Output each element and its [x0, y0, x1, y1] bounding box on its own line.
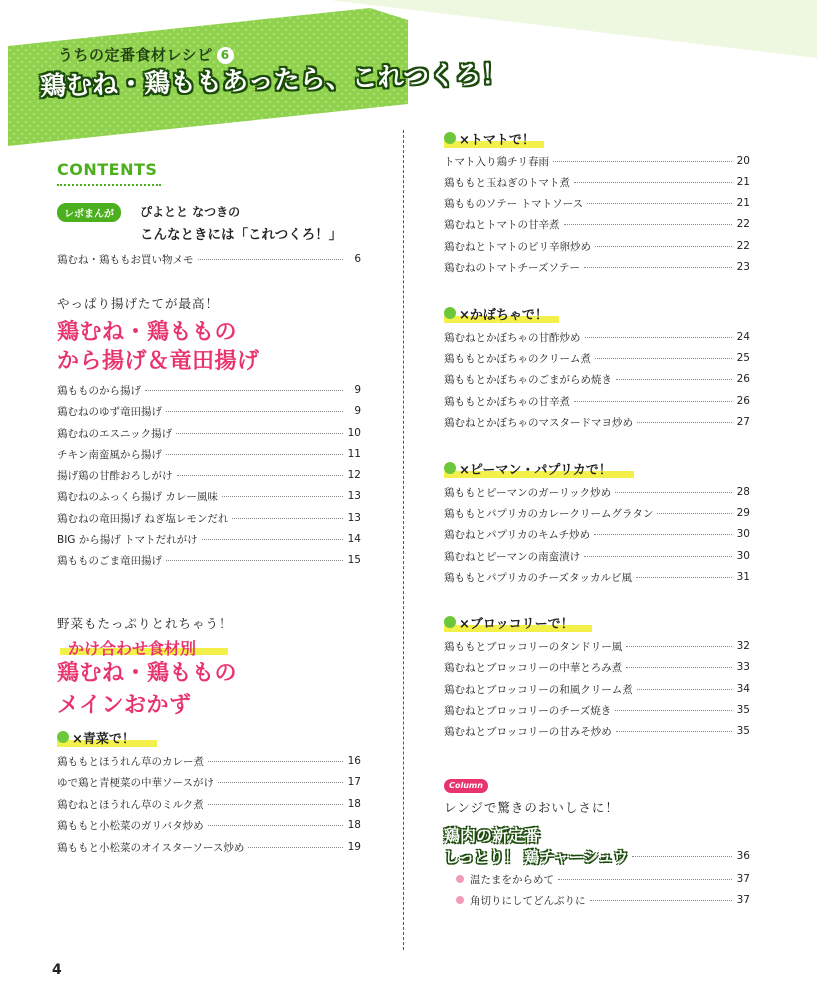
toc-title: 温たまをからめて — [470, 873, 554, 886]
toc-title: 鶏むねとピーマンの南蛮漬け — [444, 550, 581, 563]
column-divider — [403, 130, 404, 950]
toc-page: 24 — [736, 331, 750, 343]
toc-row[interactable] — [444, 526, 750, 542]
toc-title: 鶏むねとトマトのピリ辛卵炒め — [444, 240, 591, 253]
toc-row[interactable] — [444, 259, 750, 275]
toc-page: 20 — [736, 155, 750, 167]
leader-dots — [615, 492, 732, 493]
toc-row[interactable] — [57, 552, 361, 568]
leader-dots — [590, 900, 733, 901]
toc-title: 鶏ももとピーマンのガーリック炒め — [444, 486, 612, 499]
leader-dots — [166, 411, 343, 412]
page-number: 4 — [52, 962, 62, 978]
toc-row[interactable] — [444, 702, 750, 718]
contents-underline — [57, 184, 161, 186]
toc-page: 13 — [347, 490, 361, 502]
leader-dots — [553, 161, 732, 162]
toc-row[interactable] — [57, 403, 361, 419]
toc-row[interactable] — [57, 774, 361, 790]
toc-title: 鶏むねとブロッコリーのチーズ焼き — [444, 704, 612, 717]
green-dot-icon — [444, 462, 456, 474]
toc-title: 鶏むねのふっくら揚げ カレー風味 — [57, 490, 218, 503]
toc-row[interactable] — [444, 484, 750, 500]
toc-row[interactable] — [57, 446, 361, 462]
toc-page: 13 — [347, 512, 361, 524]
repo-manga-title: こんなときには「これつくろ！」 — [140, 227, 343, 243]
toc-row[interactable] — [444, 548, 750, 564]
leader-dots — [616, 379, 732, 380]
leader-dots — [176, 433, 343, 434]
toc-row[interactable] — [444, 216, 750, 232]
toc-title: ゆで鶏と青梗菜の中華ソースがけ — [57, 776, 214, 789]
leader-dots — [637, 689, 732, 690]
toc-title: 角切りにしてどんぶりに — [470, 894, 586, 907]
toc-title: 鶏むねとパプリカのキムチ炒め — [444, 528, 591, 541]
leader-dots — [202, 539, 343, 540]
toc-title: 鶏むねとかぼちゃのマスタードマヨ炒め — [444, 416, 633, 429]
main-section-title-2: メインおかず — [57, 693, 192, 718]
toc-page: 16 — [347, 755, 361, 767]
toc-title: 鶏もものごま竜田揚げ — [57, 554, 162, 567]
toc-row-column[interactable] — [444, 846, 750, 866]
toc-row[interactable] — [57, 753, 361, 769]
toc-page: 23 — [736, 261, 750, 273]
leader-dots — [595, 358, 732, 359]
category-label-broccoli: ×ブロッコリーで！ — [444, 612, 580, 632]
leader-dots — [558, 879, 732, 880]
toc-row-memo[interactable] — [57, 251, 361, 267]
leader-dots — [584, 267, 732, 268]
leader-dots — [626, 646, 732, 647]
toc-page: 22 — [736, 240, 750, 252]
leader-dots — [626, 667, 732, 668]
repo-manga-author: ぴよとと なつきの — [140, 205, 241, 219]
toc-title: 鶏ももとかぼちゃのクリーム煮 — [444, 352, 591, 365]
toc-title: トマト入り鶏チリ春雨 — [444, 155, 549, 168]
toc-page: 29 — [736, 507, 750, 519]
repo-manga-badge: レポまんが — [57, 203, 121, 222]
toc-row[interactable] — [57, 510, 361, 526]
leader-dots — [637, 422, 732, 423]
toc-title: BIG から揚げ トマトだれがけ — [57, 533, 198, 546]
toc-title: 鶏ももとパプリカのカレークリームグラタン — [444, 507, 654, 520]
toc-row[interactable] — [57, 425, 361, 441]
toc-page: 14 — [347, 533, 361, 545]
main-section-title-1: 鶏むね・鶏ももの — [57, 661, 238, 686]
toc-page: 30 — [736, 528, 750, 540]
toc-row[interactable] — [57, 817, 361, 833]
leader-dots — [208, 761, 343, 762]
toc-page: 19 — [347, 841, 361, 853]
toc-row[interactable] — [444, 638, 750, 654]
toc-title: 鶏むねとほうれん草のミルク煮 — [57, 798, 204, 811]
leader-dots — [616, 731, 732, 732]
toc-page: 11 — [347, 448, 361, 460]
green-dot-icon — [444, 132, 456, 144]
pink-dot-icon — [456, 896, 464, 904]
toc-page: 6 — [354, 253, 361, 265]
toc-page: 10 — [347, 427, 361, 439]
toc-title: 鶏むねのゆず竜田揚げ — [57, 405, 162, 418]
leader-dots — [615, 710, 732, 711]
toc-row[interactable] — [444, 569, 750, 585]
toc-title: 鶏むねとブロッコリーの和風クリーム煮 — [444, 683, 633, 696]
column-badge: Column — [444, 779, 488, 793]
toc-title: 鶏ももとブロッコリーのタンドリー風 — [444, 640, 623, 653]
toc-row[interactable] — [57, 488, 361, 504]
toc-page: 37 — [736, 873, 750, 885]
toc-row[interactable] — [444, 659, 750, 675]
leader-dots — [584, 556, 732, 557]
toc-row[interactable] — [444, 414, 750, 430]
toc-row[interactable] — [444, 723, 750, 739]
leader-dots — [657, 513, 732, 514]
toc-title: 鶏もものソテー トマトソース — [444, 197, 584, 210]
leader-dots — [564, 224, 733, 225]
toc-title: 鶏もものから揚げ — [57, 384, 141, 397]
toc-page: 17 — [347, 776, 361, 788]
toc-row[interactable] — [444, 371, 750, 387]
column-title-2: しっとり！ 鶏チャーシュウ — [444, 847, 629, 866]
category-label-tomato: ×トマトで！ — [444, 128, 541, 148]
toc-title: 鶏ももとパプリカのチーズタッカルビ風 — [444, 571, 632, 584]
pink-dot-icon — [456, 875, 464, 883]
toc-row[interactable] — [57, 467, 361, 483]
toc-row[interactable] — [57, 531, 361, 547]
toc-page: 9 — [354, 384, 361, 396]
fried-section-title-1: 鶏むね・鶏ももの — [57, 320, 238, 345]
toc-title: 鶏むねのエスニック揚げ — [57, 427, 173, 440]
toc-page: 18 — [347, 798, 361, 810]
leader-dots — [587, 203, 732, 204]
toc-page: 28 — [736, 486, 750, 498]
toc-page: 12 — [347, 469, 361, 481]
toc-title: 鶏ももとかぼちゃの甘辛煮 — [444, 395, 570, 408]
leader-dots — [198, 259, 344, 260]
leader-dots — [218, 782, 343, 783]
toc-row[interactable] — [444, 153, 750, 169]
toc-title: 鶏むねのトマトチーズソテー — [444, 261, 580, 274]
column-title-1: 鶏肉の新定番 — [444, 826, 541, 845]
toc-page: 36 — [736, 850, 750, 862]
leader-dots — [248, 847, 343, 848]
toc-row[interactable] — [444, 350, 750, 366]
leader-dots — [636, 577, 732, 578]
fried-section-title-2: から揚げ＆竜田揚げ — [57, 349, 260, 374]
toc-row-sub[interactable] — [456, 871, 750, 887]
toc-page: 35 — [736, 725, 750, 737]
toc-title: 鶏むねとトマトの甘辛煮 — [444, 218, 560, 231]
toc-row[interactable] — [57, 796, 361, 812]
green-dot-icon — [444, 307, 456, 319]
leader-dots — [222, 496, 343, 497]
series-number-badge: 6 — [217, 47, 234, 64]
leader-dots — [208, 825, 343, 826]
toc-title: 鶏ももと小松菜のオイスターソース炒め — [57, 841, 245, 854]
toc-title: 鶏むねとかぼちゃの甘酢炒め — [444, 331, 581, 344]
fried-handwritten-caption: やっぱり揚げたてが最高！ — [57, 296, 220, 311]
toc-row[interactable] — [444, 329, 750, 345]
leader-dots — [232, 518, 343, 519]
toc-page: 22 — [736, 218, 750, 230]
toc-row[interactable] — [444, 174, 750, 190]
series-title: うちの定番食材レシピ 6 — [58, 44, 234, 65]
leader-dots — [632, 856, 732, 857]
toc-title: 鶏むねとブロッコリーの中華とろみ煮 — [444, 661, 623, 674]
toc-page: 15 — [347, 554, 361, 566]
toc-title: 鶏むねとブロッコリーの甘みそ炒め — [444, 725, 612, 738]
toc-page: 33 — [736, 661, 750, 673]
toc-row[interactable] — [444, 393, 750, 409]
toc-title: チキン南蛮風から揚げ — [57, 448, 162, 461]
category-label-greens: ×青菜で！ — [57, 727, 141, 747]
leader-dots — [585, 337, 733, 338]
toc-row[interactable] — [57, 382, 361, 398]
toc-title: 鶏ももとかぼちゃのごまがらめ焼き — [444, 373, 612, 386]
contents-label: CONTENTS — [57, 160, 158, 179]
page-title: 鶏むね・鶏ももあったら、これつくろ！ — [39, 59, 508, 102]
main-section-subtitle: かけ合わせ食材別 — [68, 639, 197, 658]
leader-dots — [208, 804, 343, 805]
toc-page: 31 — [736, 571, 750, 583]
toc-title: 鶏むねの竜田揚げ ねぎ塩レモンだれ — [57, 512, 229, 525]
leader-dots — [145, 390, 343, 391]
toc-row-sub[interactable] — [456, 892, 750, 908]
toc-title: 鶏ももと玉ねぎのトマト煮 — [444, 176, 570, 189]
toc-page: 35 — [736, 704, 750, 716]
toc-page: 26 — [736, 373, 750, 385]
green-dot-icon — [57, 731, 69, 743]
leader-dots — [166, 560, 343, 561]
toc-title: 鶏ももと小松菜のガリバタ炒め — [57, 819, 204, 832]
toc-row[interactable] — [444, 505, 750, 521]
toc-page: 27 — [736, 416, 750, 428]
category-label-pumpkin: ×かぼちゃで！ — [444, 303, 554, 323]
leader-dots — [595, 246, 732, 247]
toc-page: 30 — [736, 550, 750, 562]
category-label-pepper: ×ピーマン・パプリカで！ — [444, 458, 618, 478]
toc-title: 鶏ももとほうれん草のカレー煮 — [57, 755, 204, 768]
leader-dots — [574, 182, 732, 183]
toc-page: 26 — [736, 395, 750, 407]
toc-title: 鶏むね・鶏ももお買い物メモ — [57, 253, 194, 266]
toc-page: 25 — [736, 352, 750, 364]
toc-page: 37 — [736, 894, 750, 906]
toc-page: 34 — [736, 683, 750, 695]
leader-dots — [574, 401, 732, 402]
leader-dots — [177, 475, 344, 476]
leader-dots — [166, 454, 343, 455]
toc-row[interactable] — [57, 839, 361, 855]
toc-row[interactable] — [444, 238, 750, 254]
toc-row[interactable] — [444, 681, 750, 697]
leader-dots — [594, 534, 732, 535]
toc-page: 21 — [736, 176, 750, 188]
toc-page: 18 — [347, 819, 361, 831]
main-handwritten-caption: 野菜もたっぷりとれちゃう！ — [57, 616, 233, 631]
toc-page: 21 — [736, 197, 750, 209]
green-dot-icon — [444, 616, 456, 628]
toc-row[interactable] — [444, 195, 750, 211]
toc-page: 9 — [354, 405, 361, 417]
column-handwritten-caption: レンジで驚きのおいしさに！ — [444, 800, 619, 815]
toc-title: 揚げ鶏の甘酢おろしがけ — [57, 469, 173, 482]
toc-page: 32 — [736, 640, 750, 652]
